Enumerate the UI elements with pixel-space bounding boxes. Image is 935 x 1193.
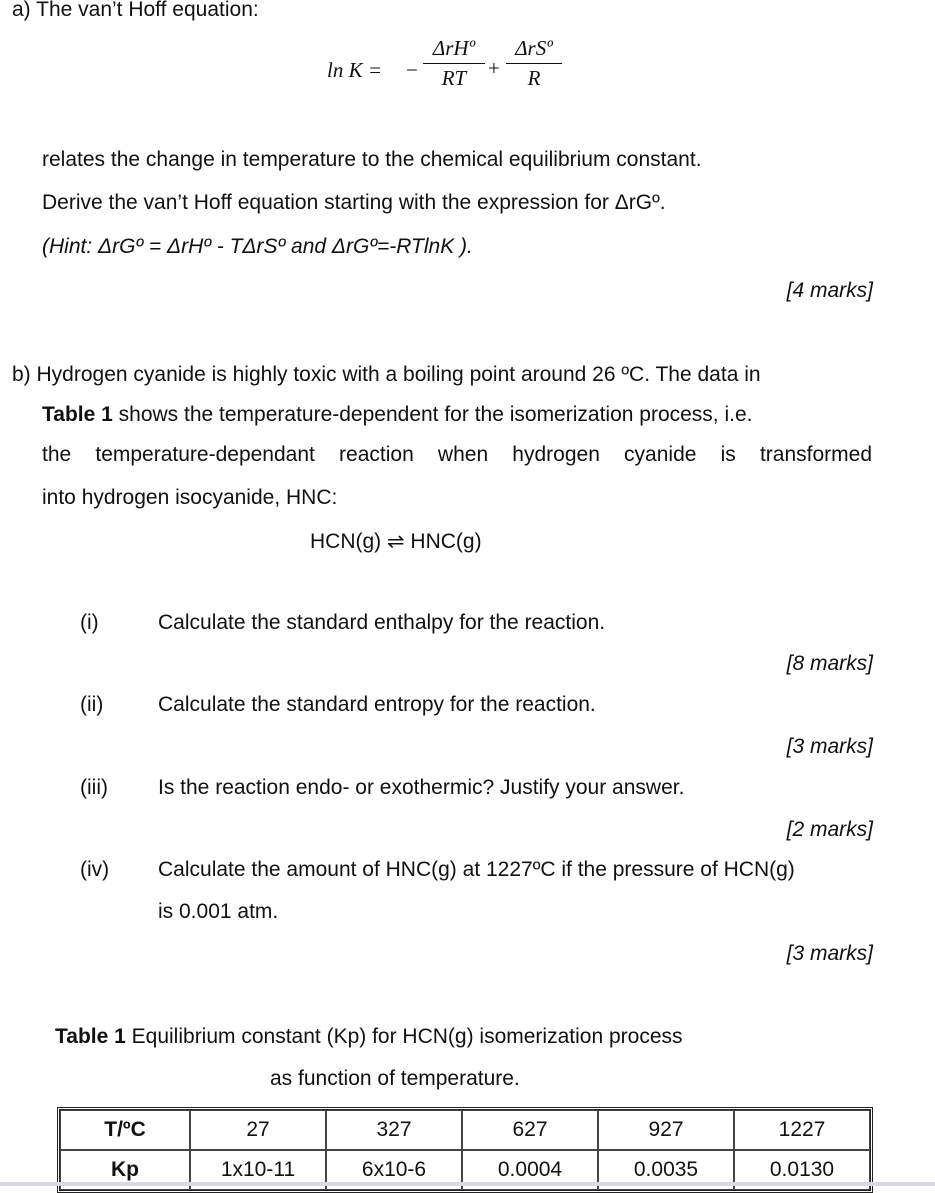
part-a-hint: (Hint: ΔrGº = ΔrHº - TΔrSº and ΔrGº=-RTlnK ). [42, 235, 473, 258]
temperature-cell: 327 [326, 1110, 462, 1150]
part-b-line2 [42, 403, 752, 427]
enthalpy-numerator: ΔrHº [432, 36, 476, 60]
equation-minus: − [406, 58, 418, 82]
part-a-marks: [4 marks] [786, 279, 873, 302]
equilibrium-table [57, 1107, 873, 1193]
part-b-line3: the temperature-dependant reaction when hydrogen cyanide is transformed [42, 443, 872, 466]
entropy-numerator: ΔrSº [515, 36, 553, 60]
equation-lhs: ln K = [327, 58, 383, 82]
page-bottom-edge [0, 1182, 935, 1186]
table-caption-text: Equilibrium constant (Kp) for HCN(g) isomerization process [125, 1025, 683, 1048]
question-marks: [3 marks] [786, 942, 873, 965]
question-text: Calculate the standard entropy for the reaction. [158, 693, 596, 716]
temperature-header: T/ºC [60, 1110, 190, 1150]
table-caption-line2: as function of temperature. [270, 1067, 520, 1090]
part-b-line1: b) Hydrogen cyanide is highly toxic with a boiling point around 26 ºC. The data in [12, 363, 761, 386]
reaction-equation: HCN(g) ⇌ HNC(g) [310, 530, 482, 553]
question-text: Is the reaction endo- or exothermic? Justify your answer. [158, 776, 685, 799]
question-text-continued: is 0.001 atm. [158, 900, 279, 923]
table-caption-label: Table 1 [55, 1025, 126, 1048]
equation-plus: + [488, 56, 500, 80]
part-a-line2: Derive the van’t Hoff equation starting with the expression for ΔrGº. [42, 191, 666, 214]
table-caption [55, 1025, 683, 1049]
question-text: Calculate the amount of HNC(g) at 1227ºC if the pressure of HCN(g) [158, 858, 795, 881]
table-row [60, 1110, 870, 1150]
question-marks: [3 marks] [786, 735, 873, 758]
temperature-cell: 627 [462, 1110, 598, 1150]
kp-header: Kp [60, 1150, 190, 1190]
question-number: (iv) [80, 858, 110, 881]
enthalpy-denominator: RT [441, 66, 467, 90]
kp-cell: 0.0130 [734, 1150, 870, 1190]
part-b-line2-text: shows the temperature-dependent for the isomerization process, i.e. [112, 403, 753, 426]
entropy-fraction [506, 36, 562, 91]
table-reference: Table 1 [42, 403, 113, 426]
part-a-line1: relates the change in temperature to the chemical equilibrium constant. [42, 148, 702, 171]
question-number: (i) [80, 611, 99, 634]
temperature-cell: 1227 [734, 1110, 870, 1150]
part-b-line4: into hydrogen isocyanide, HNC: [42, 486, 338, 509]
entropy-denominator: R [527, 66, 541, 90]
question-text: Calculate the standard enthalpy for the reaction. [158, 611, 606, 634]
kp-cell: 0.0004 [462, 1150, 598, 1190]
enthalpy-fraction [423, 36, 485, 91]
temperature-cell: 927 [598, 1110, 734, 1150]
kp-cell: 6x10-6 [326, 1150, 462, 1190]
question-marks: [8 marks] [786, 652, 873, 675]
question-number: (ii) [80, 693, 104, 716]
question-marks: [2 marks] [786, 818, 873, 841]
kp-cell: 0.0035 [598, 1150, 734, 1190]
part-a-heading: a) The van’t Hoff equation: [12, 0, 259, 21]
question-number: (iii) [80, 776, 108, 799]
temperature-cell: 27 [190, 1110, 326, 1150]
kp-cell: 1x10-11 [190, 1150, 326, 1190]
